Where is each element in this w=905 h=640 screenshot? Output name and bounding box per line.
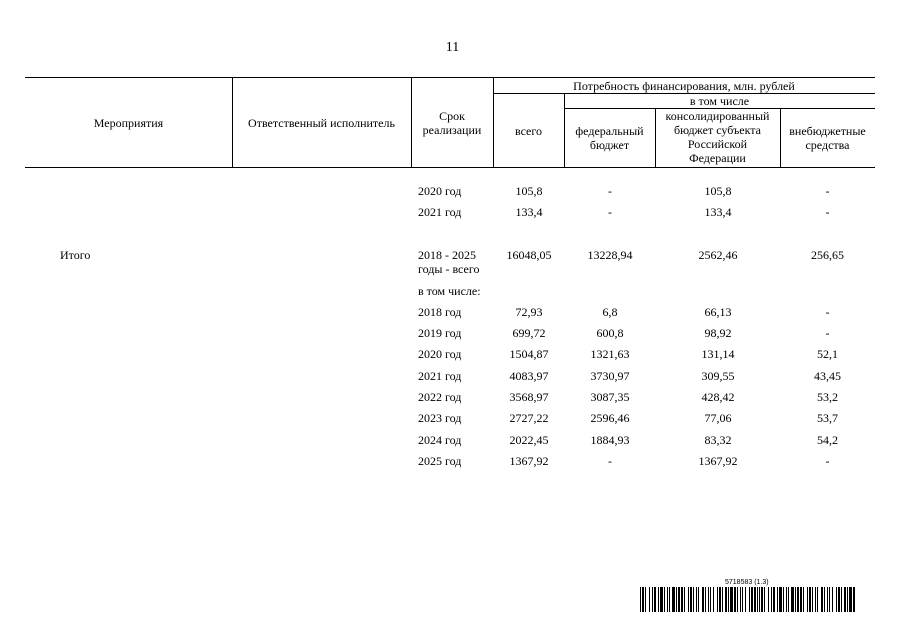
row-regional: 66,13 — [704, 305, 732, 319]
header-period — [411, 109, 493, 137]
itogo-period-line2: годы - всего — [418, 262, 480, 276]
row-period: 2019 год — [418, 326, 462, 340]
header-regional-line4: Федерации — [689, 151, 746, 165]
row-federal: 1321,63 — [590, 347, 630, 361]
itogo-federal: 13228,94 — [587, 248, 633, 262]
row-extrabudget: - — [825, 454, 830, 468]
row-extrabudget: - — [825, 305, 830, 319]
itogo-extrabudget: 256,65 — [811, 248, 844, 262]
header-regional-line1: консолидированный — [665, 109, 770, 123]
itogo-period-line1: 2018 - 2025 — [418, 248, 476, 262]
header-extrabudget-line1: внебюджетные — [789, 124, 866, 138]
barcode-label: 5718583 (1.3) — [725, 579, 769, 586]
header-funding-need: Потребность финансирования, млн. рублей — [573, 79, 795, 93]
row-extrabudget: 54,2 — [817, 433, 838, 447]
row-total: 72,93 — [515, 305, 543, 319]
row-extrabudget: - — [825, 184, 830, 198]
barcode-stripe — [853, 587, 855, 612]
header-regional-line2: бюджет субъекта — [673, 123, 761, 137]
header-including: в том числе — [689, 94, 750, 108]
row-period: 2021 год — [418, 369, 462, 383]
header-total: всего — [514, 124, 543, 138]
row-total: 133,4 — [515, 205, 543, 219]
row-extrabudget: 43,45 — [814, 369, 841, 383]
row-extrabudget: 53,7 — [817, 411, 838, 425]
row-total: 3568,97 — [509, 390, 549, 404]
row-extrabudget: - — [825, 326, 830, 340]
itogo-label: Итого — [60, 248, 91, 262]
header-regional — [655, 109, 780, 165]
row-extrabudget: 52,1 — [817, 347, 838, 361]
header-extrabudget — [780, 124, 875, 152]
row-period: 2022 год — [418, 390, 462, 404]
row-period: 2018 год — [418, 305, 462, 319]
header-federal-line1: федеральный — [575, 124, 644, 138]
row-regional: 131,14 — [701, 347, 735, 361]
header-federal — [564, 124, 655, 152]
row-period: 2025 год — [418, 454, 462, 468]
row-regional: 133,4 — [704, 205, 732, 219]
row-regional: 428,42 — [701, 390, 735, 404]
row-federal: 1884,93 — [590, 433, 630, 447]
header-executor: Ответственный исполнитель — [248, 116, 395, 130]
row-extrabudget: 53,2 — [817, 390, 838, 404]
row-federal: - — [608, 184, 612, 198]
row-regional: 105,8 — [704, 184, 732, 198]
header-bottom-border — [25, 167, 875, 168]
barcode — [640, 587, 855, 612]
itogo-total: 16048,05 — [506, 248, 552, 262]
row-regional: 309,55 — [701, 369, 735, 383]
header-extrabudget-line2: средства — [805, 138, 850, 152]
row-total: 2727,22 — [509, 411, 549, 425]
header-top-border — [25, 77, 875, 78]
page-number: 11 — [445, 40, 460, 55]
row-period: 2020 год — [418, 347, 462, 361]
itogo-including-label: в том числе: — [418, 284, 481, 298]
row-period: 2020 год — [418, 184, 462, 198]
header-activities: Мероприятия — [93, 116, 164, 130]
row-extrabudget: - — [825, 205, 830, 219]
row-federal: 3087,35 — [590, 390, 630, 404]
header-period-line1: Срок — [439, 109, 465, 123]
header-regional-line3: Российской — [687, 137, 748, 151]
row-federal: 3730,97 — [590, 369, 630, 383]
row-federal: 6,8 — [602, 305, 618, 319]
row-regional: 83,32 — [704, 433, 732, 447]
row-total: 1504,87 — [509, 347, 549, 361]
row-regional: 98,92 — [704, 326, 732, 340]
row-total: 699,72 — [512, 326, 546, 340]
row-period: 2024 год — [418, 433, 462, 447]
itogo-period — [418, 248, 490, 276]
row-federal: 600,8 — [596, 326, 624, 340]
row-regional: 1367,92 — [698, 454, 738, 468]
row-federal: - — [608, 454, 612, 468]
row-federal: - — [608, 205, 612, 219]
row-period: 2021 год — [418, 205, 462, 219]
row-total: 2022,45 — [509, 433, 549, 447]
itogo-regional: 2562,46 — [698, 248, 738, 262]
row-total: 1367,92 — [509, 454, 549, 468]
header-period-line2: реализации — [422, 123, 482, 137]
row-period: 2023 год — [418, 411, 462, 425]
row-federal: 2596,46 — [590, 411, 630, 425]
row-total: 4083,97 — [509, 369, 549, 383]
header-federal-line2: бюджет — [589, 138, 630, 152]
row-total: 105,8 — [515, 184, 543, 198]
row-regional: 77,06 — [704, 411, 732, 425]
